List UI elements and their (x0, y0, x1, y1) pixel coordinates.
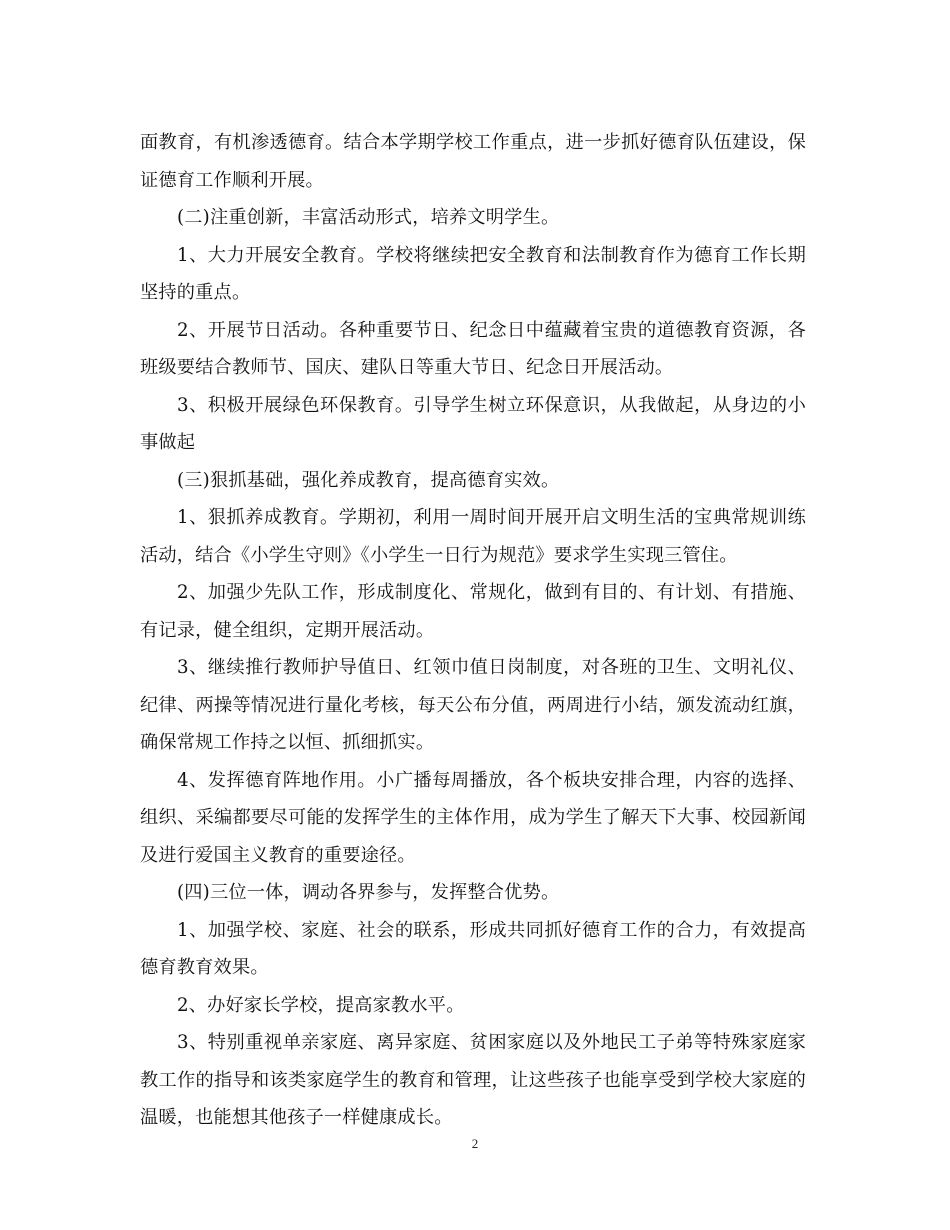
paragraph: 4、发挥德育阵地作用。小广播每周播放，各个板块安排合理，内容的选择、组织、采编都要尽可能的发挥学生的主体作用，成为学生了解天下大事、校园新闻及进行爱国主义教育的重要途径。 (140, 769, 806, 866)
section-heading-three: (三)狠抓基础，强化养成教育，提高德育实效。 (177, 469, 560, 491)
paragraph: 3、继续推行教师护导值日、红领巾值日岗制度，对各班的卫生、文明礼仪、纪律、两操等情况进行量化考核，每天公布分值，两周进行小结，颁发流动红旗，确保常规工作持之以恒、抓细抓实。 (140, 657, 806, 753)
paragraph: 3、特别重视单亲家庭、离异家庭、贫困家庭以及外地民工子弟等特殊家庭家教工作的指导和该类家庭学生的教育和管理，让这些孩子也能享受到学校大家庭的温暖，也能想其他孩子一样健康成长。 (140, 1032, 806, 1128)
paragraph: 2、加强少先队工作，形成制度化、常规化，做到有目的、有计划、有措施、有记录，健全组织，定期开展活动。 (140, 582, 806, 641)
paragraph: 1、加强学校、家庭、社会的联系，形成共同抓好德育工作的合力，有效提高德育教育效果。 (140, 919, 806, 978)
paragraph: 2、开展节日活动。各种重要节日、纪念日中蕴藏着宝贵的道德教育资源，各班级要结合教师节、国庆、建队日等重大节日、纪念日开展活动。 (140, 319, 806, 378)
section-heading-two: (二)注重创新，丰富活动形式，培养文明学生。 (177, 207, 560, 228)
paragraph: 1、狠抓养成教育。学期初，利用一周时间开展开启文明生活的宝典常规训练活动，结合《小学生守则》《小学生一日行为规范》要求学生实现三管住。 (140, 507, 806, 566)
page-number: 2 (471, 1136, 479, 1151)
paragraph: 3、积极开展绿色环保教育。引导学生树立环保意识，从我做起，从身边的小事做起 (140, 394, 806, 453)
paragraph: 1、大力开展安全教育。学校将继续把安全教育和法制教育作为德育工作长期坚持的重点。 (140, 244, 806, 303)
paragraph: 2、办好家长学校，提高家教水平。 (177, 994, 465, 1016)
document-page (140, 124, 806, 1137)
paragraph: 面教育，有机渗透德育。结合本学期学校工作重点，进一步抓好德育队伍建设，保证德育工作顺利开展。 (140, 132, 806, 191)
section-heading-four: (四)三位一体，调动各界参与，发挥整合优势。 (177, 882, 560, 903)
